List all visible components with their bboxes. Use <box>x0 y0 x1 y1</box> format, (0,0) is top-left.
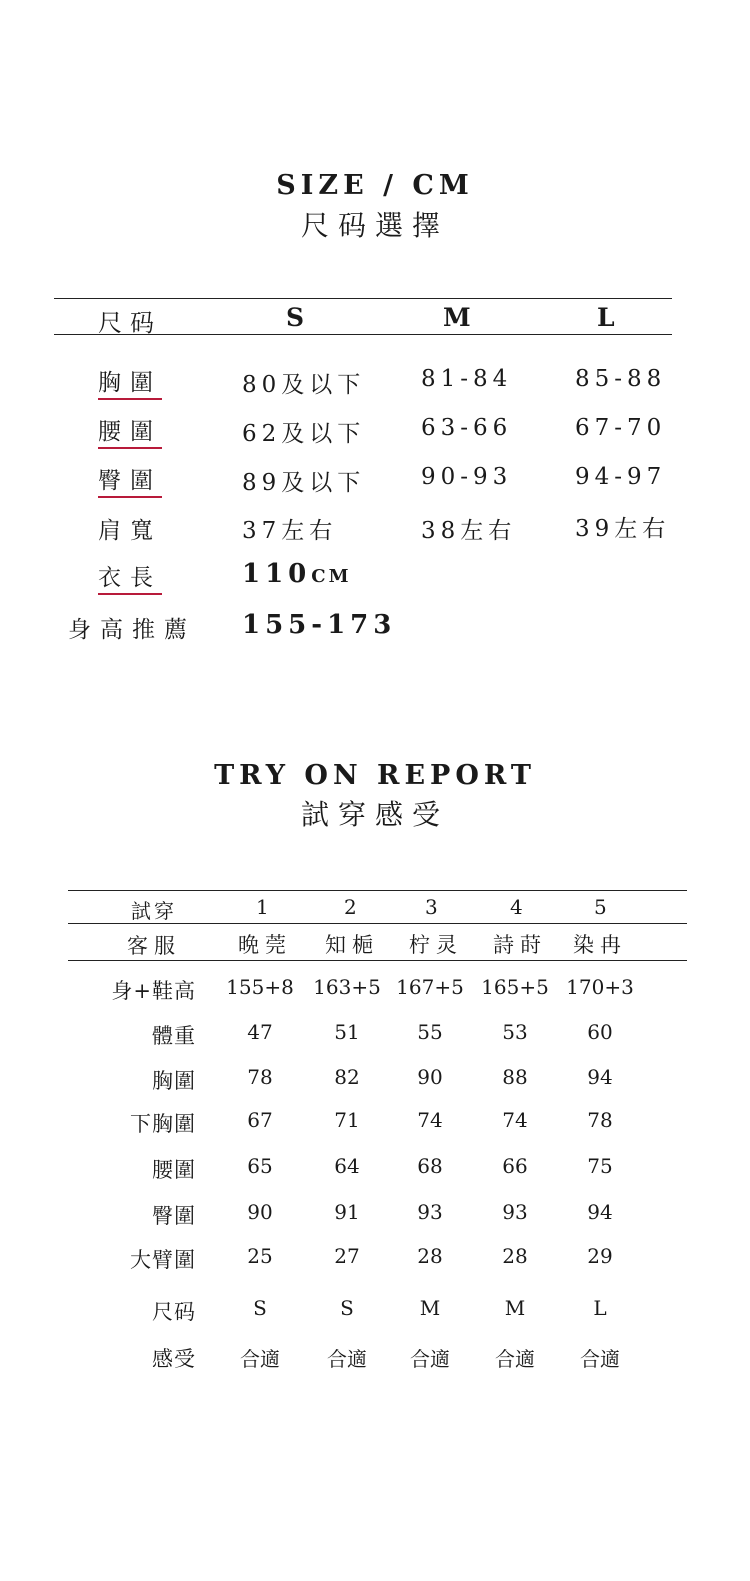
size-cell: 90-93 <box>421 464 513 490</box>
tryon-cell: 合適 <box>327 1347 367 1371</box>
size-header-l: L <box>597 303 615 332</box>
size-header-label: 尺码 <box>98 309 162 337</box>
tryon-model-name: 詩莳 <box>493 933 547 957</box>
tryon-cell: M <box>504 1296 526 1320</box>
size-length-value <box>242 559 352 589</box>
size-row-label: 肩寬 <box>98 518 162 544</box>
tryon-model-name: 知梔 <box>325 933 379 957</box>
size-title-zh: 尺码選擇 <box>300 209 449 242</box>
tryon-cell: S <box>253 1296 267 1320</box>
tryon-cell: 90 <box>417 1065 443 1089</box>
size-row-label: 胸圍 <box>98 364 162 400</box>
size-length-unit: CM <box>311 566 352 587</box>
tryon-cell: 78 <box>587 1108 613 1132</box>
tryon-number: 4 <box>510 895 526 919</box>
tryon-cell: 75 <box>587 1154 613 1178</box>
tryon-cell: 51 <box>334 1020 360 1044</box>
size-cell: 63-66 <box>421 415 513 441</box>
tryon-number: 2 <box>344 895 360 919</box>
tryon-title-zh: 試穿感受 <box>300 798 449 831</box>
size-cell: 80及以下 <box>242 372 366 398</box>
size-height-label: 身高推薦 <box>68 617 196 643</box>
tryon-cell: 65 <box>247 1154 273 1178</box>
tryon-cell: 165+5 <box>481 975 549 999</box>
tryon-row-label: 腰圍 <box>152 1158 196 1182</box>
tryon-cell: 27 <box>334 1244 360 1268</box>
size-row-label: 腰圍 <box>98 413 162 449</box>
tryon-model-name: 染冉 <box>573 933 627 957</box>
size-title-en: SIZE / CM <box>276 170 474 201</box>
tryon-row-label: 感受 <box>152 1347 196 1371</box>
tryon-cell: 55 <box>417 1020 443 1044</box>
tryon-cell: 60 <box>587 1020 613 1044</box>
tryon-cell: 68 <box>417 1154 443 1178</box>
tryon-cell: L <box>593 1296 607 1320</box>
tryon-model-label: 客服 <box>127 934 181 958</box>
tryon-cell: S <box>340 1296 354 1320</box>
tryon-cell: 93 <box>417 1200 443 1224</box>
tryon-cell: 74 <box>502 1108 528 1132</box>
tryon-cell: 合適 <box>410 1347 450 1371</box>
size-cell: 85-88 <box>575 366 667 392</box>
tryon-title-en: TRY ON REPORT <box>214 760 536 791</box>
size-height-value: 155-173 <box>242 610 397 640</box>
tryon-number: 3 <box>425 895 441 919</box>
tryon-cell: 28 <box>502 1244 528 1268</box>
size-cell: 38左右 <box>421 518 517 544</box>
tryon-header-label: 試穿 <box>131 899 177 923</box>
tryon-cell: 53 <box>502 1020 528 1044</box>
size-table-top-rule <box>54 298 672 299</box>
tryon-cell: 74 <box>417 1108 443 1132</box>
tryon-cell: 合適 <box>240 1347 280 1371</box>
tryon-row-label: 下胸圍 <box>130 1112 196 1136</box>
size-cell: 94-97 <box>575 464 667 490</box>
tryon-row-label: 臀圍 <box>152 1204 196 1228</box>
size-header-s: S <box>286 303 305 332</box>
tryon-cell: 94 <box>587 1200 613 1224</box>
tryon-cell: 29 <box>587 1244 613 1268</box>
tryon-table-header-rule <box>68 960 687 961</box>
tryon-cell: 93 <box>502 1200 528 1224</box>
size-cell: 89及以下 <box>242 470 366 496</box>
tryon-cell: 82 <box>334 1065 360 1089</box>
tryon-cell: 91 <box>334 1200 360 1224</box>
size-cell: 67-70 <box>575 415 667 441</box>
tryon-row-label: 大臂圍 <box>130 1248 196 1272</box>
tryon-cell: 78 <box>247 1065 273 1089</box>
tryon-table-top-rule <box>68 890 687 891</box>
size-cell: 39左右 <box>575 516 671 542</box>
tryon-cell: 71 <box>334 1108 360 1132</box>
tryon-cell: 47 <box>247 1020 273 1044</box>
tryon-cell: M <box>419 1296 441 1320</box>
tryon-number: 1 <box>256 895 272 919</box>
tryon-cell: 64 <box>334 1154 360 1178</box>
size-cell: 37左右 <box>242 518 338 544</box>
tryon-row-label: 體重 <box>152 1024 196 1048</box>
size-cell: 62及以下 <box>242 421 366 447</box>
size-length-number: 110 <box>242 559 312 589</box>
tryon-cell: 94 <box>587 1065 613 1089</box>
size-row-label: 臀圍 <box>98 462 162 498</box>
size-cell: 81-84 <box>421 366 513 392</box>
tryon-cell: 28 <box>417 1244 443 1268</box>
tryon-cell: 88 <box>502 1065 528 1089</box>
tryon-cell: 25 <box>247 1244 273 1268</box>
tryon-cell: 170+3 <box>566 975 634 999</box>
tryon-row-label: 胸圍 <box>152 1069 196 1093</box>
tryon-cell: 合適 <box>495 1347 535 1371</box>
tryon-cell: 163+5 <box>313 975 381 999</box>
tryon-row-label: 尺码 <box>152 1300 196 1324</box>
tryon-cell: 167+5 <box>396 975 464 999</box>
tryon-cell: 67 <box>247 1108 273 1132</box>
size-length-label: 衣長 <box>98 559 162 595</box>
tryon-cell: 66 <box>502 1154 528 1178</box>
tryon-number: 5 <box>594 895 610 919</box>
tryon-row-label: 身+鞋高 <box>111 979 196 1003</box>
tryon-cell: 90 <box>247 1200 273 1224</box>
tryon-cell: 155+8 <box>226 975 294 999</box>
size-header-m: M <box>443 303 471 332</box>
tryon-cell: 合適 <box>580 1347 620 1371</box>
tryon-model-name: 晩莞 <box>238 933 292 957</box>
tryon-model-name: 柠灵 <box>409 933 463 957</box>
